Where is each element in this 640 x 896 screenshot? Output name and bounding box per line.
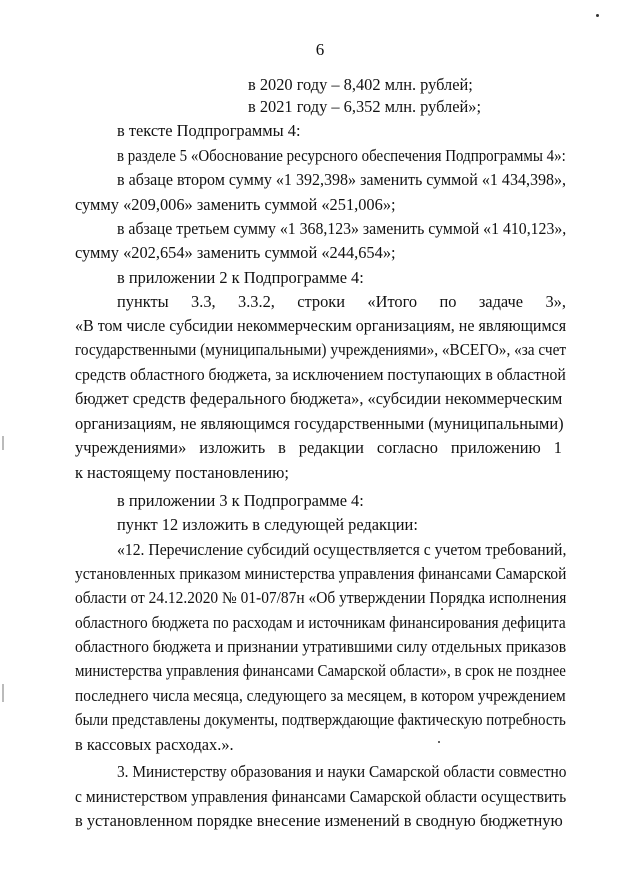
- word: 1: [553, 438, 562, 457]
- text-line: в 2021 году – 6,352 млн. рублей»;: [248, 97, 482, 116]
- text-line: в абзаце третьем сумму «1 368,123» заменить суммой «1 410,123»,: [117, 219, 567, 238]
- text-line: последнего числа месяца, следующего за месяцем, в котором учреждением: [75, 686, 566, 705]
- scan-speck: [438, 741, 440, 743]
- text-line: сумму «209,006» заменить суммой «251,006»;: [75, 195, 396, 214]
- word: редакции: [298, 438, 364, 457]
- justified-line: [75, 438, 562, 458]
- text-line: министерства управления финансами Самарской области», в срок не позднее: [75, 661, 566, 680]
- word: согласно: [376, 438, 438, 457]
- text-line: в абзаце втором сумму «1 392,398» заменить суммой «1 434,398»,: [117, 170, 567, 189]
- text-line: в приложении 2 к Подпрограмме 4:: [117, 268, 364, 287]
- text-line: в приложении 3 к Подпрограмме 4:: [117, 491, 364, 510]
- text-line: организациям, не являющимся государственными (муниципальными): [75, 414, 564, 433]
- word: 3»,: [545, 292, 566, 311]
- word: приложению: [450, 438, 541, 457]
- word: по: [439, 292, 457, 311]
- word: задаче: [478, 292, 524, 311]
- word: строки: [297, 292, 346, 311]
- word: 3.3.2,: [238, 292, 275, 311]
- text-line: в тексте Подпрограммы 4:: [117, 121, 301, 140]
- text-line: с министерством управления финансами Самарской области осуществить: [75, 787, 567, 806]
- scan-speck: [441, 608, 443, 610]
- text-line: бюджет средств федерального бюджета», «субсидии некоммерческим: [75, 389, 563, 408]
- word: изложить: [199, 438, 266, 457]
- text-line: в 2020 году – 8,402 млн. рублей;: [248, 75, 473, 94]
- text-line: государственными (муниципальными) учреждениями», «ВСЕГО», «за счет: [75, 340, 567, 359]
- word: учреждениями»: [75, 438, 187, 457]
- text-line: области от 24.12.2020 № 01-07/87н «Об утверждении Порядка исполнения: [75, 588, 567, 607]
- text-line: областного бюджета и признании утратившими силу отдельных приказов: [75, 637, 567, 656]
- page-number: 6: [315, 40, 325, 59]
- text-line: в установленном порядке внесение изменений в сводную бюджетную: [75, 811, 563, 830]
- word: в: [278, 438, 286, 457]
- text-line: в кассовых расходах.».: [75, 735, 234, 754]
- text-line: в разделе 5 «Обоснование ресурсного обеспечения Подпрограммы 4»:: [117, 146, 566, 165]
- text-line: были представлены документы, подтверждающие фактическую потребность: [75, 710, 566, 729]
- word: 3.3,: [191, 292, 216, 311]
- text-line: установленных приказом министерства управления финансами Самарской: [75, 564, 567, 583]
- text-line: к настоящему постановлению;: [75, 463, 289, 482]
- text-line: сумму «202,654» заменить суммой «244,654»;: [75, 243, 396, 262]
- text-line: 3. Министерству образования и науки Самарской области совместно: [117, 762, 567, 781]
- text-line: средств областного бюджета, за исключением поступающих в областной: [75, 365, 566, 384]
- word: «Итого: [367, 292, 418, 311]
- scan-speck: [596, 14, 599, 17]
- text-line: пункт 12 изложить в следующей редакции:: [117, 515, 418, 534]
- text-line: «В том числе субсидии некоммерческим организациям, не являющимся: [75, 316, 567, 335]
- scan-edge-mark: [2, 436, 4, 450]
- word: пункты: [117, 292, 169, 311]
- justified-line: [117, 292, 566, 312]
- text-line: «12. Перечисление субсидий осуществляется с учетом требований,: [117, 540, 567, 559]
- scan-edge-mark: [2, 684, 4, 702]
- text-line: областного бюджета по расходам и источникам финансирования дефицита: [75, 613, 566, 632]
